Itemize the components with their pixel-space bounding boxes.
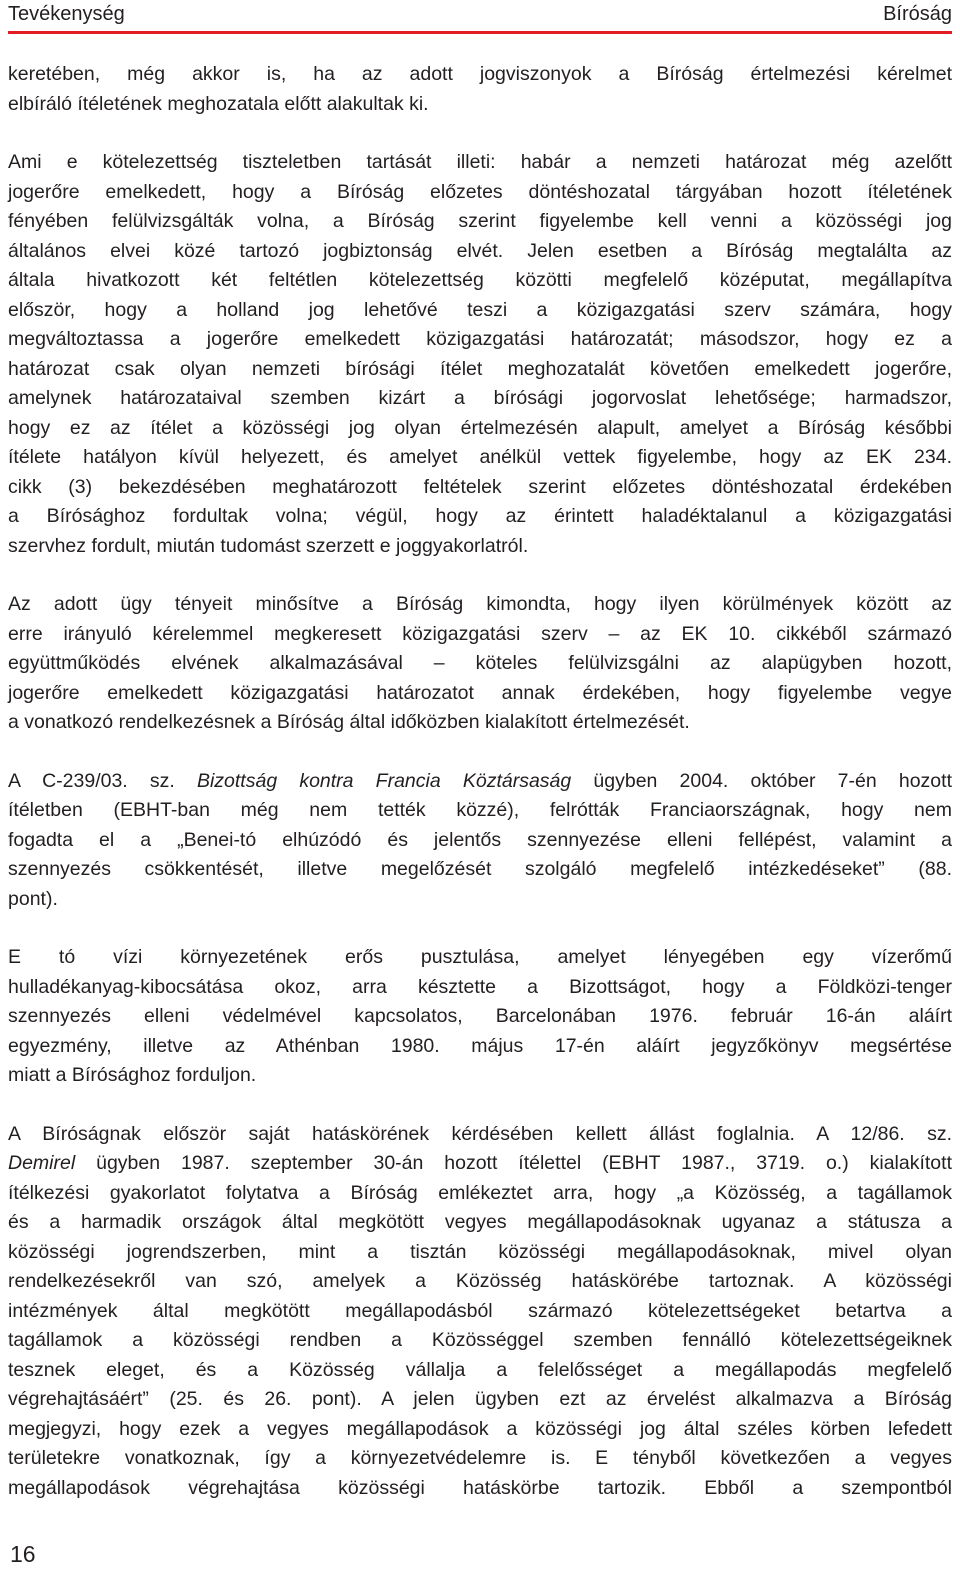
paragraph (8, 1120, 952, 1504)
text-line: megjegyzi, hogy ezek a vegyes megállapodások a közösségi jog által széles körben lefedett (8, 1417, 952, 1440)
text-line: elbíráló ítéletének meghozatala előtt alakultak ki. (8, 92, 429, 115)
paragraph (8, 60, 952, 119)
text-line: szennyezés csökkentését, illetve megelőzését szolgáló megfelelő intézkedéseket” (88. (8, 858, 952, 880)
text-line: cikk (3) bekezdésében meghatározott feltételek szerint előzetes döntéshozatal érdekében (8, 475, 952, 498)
text-line: együttműködés elvének alkalmazásával – köteles felülvizsgálni az alapügyben hozott, (8, 652, 952, 674)
text-line: közösségi jogrendszerben, mint a tisztán közösségi megállapodásoknak, mivel olyan (8, 1240, 952, 1263)
text-line: Demirel ügyben 1987. szeptember 30-án hozott ítélettel (EBHT 1987., 3719. o.) kialakított (8, 1152, 952, 1174)
text-line: tesznek eleget, és a Közösség vállalja a felelősséget a megállapodás megfelelő (8, 1358, 952, 1381)
text-line: fényében felülvizsgálták volna, a Bíróság szerint figyelembe kell venni a közösségi jog (8, 210, 952, 232)
text-line: fogadta el a „Benei-tó elhúzódó és jelentős szennyezése elleni fellépést, valamint a (8, 828, 952, 851)
paragraph (8, 148, 952, 561)
text-line: egyezmény, illetve az Athénban 1980. május 17-én aláírt jegyzőkönyv megsértése (8, 1034, 952, 1057)
text-line: ítélkezési gyakorlatot folytatva a Bíróság emlékeztet arra, hogy „a Közösség, a tagállamok (8, 1181, 952, 1204)
text-line: Az adott ügy tényeit minősítve a Bíróság kimondta, hogy ilyen körülmények között az (8, 593, 952, 615)
text-line: megállapodások végrehajtása közösségi hatáskörbe tartozik. Ebből a szempontból (8, 1476, 952, 1499)
text-line: a Bírósághoz fordultak volna; végül, hogy az érintett haladéktalanul a közigazgatási (8, 505, 952, 527)
text-line: területekre vonatkoznak, így a környezetvédelemre is. E tényből következően a vegyes (8, 1447, 952, 1469)
text-line: ítéletben (EBHT-ban még nem tették közzé), felrótták Franciaországnak, hogy nem (8, 799, 952, 821)
text-line: általa hivatkozott két feltétlen kötelezettség közötti megfelelő középutat, megállapítva (8, 269, 952, 291)
header-divider (8, 31, 952, 34)
text-line: keretében, még akkor is, ha az adott jogviszonyok a Bíróság értelmezési kérelmet (8, 63, 952, 85)
text-line: A C-239/03. sz. Bizottság kontra Francia Köztársaság ügyben 2004. október 7-én hozott (8, 769, 952, 792)
text-line: a vonatkozó rendelkezésnek a Bíróság által időközben kialakított értelmezését. (8, 711, 690, 733)
text-line: Ami e kötelezettség tiszteletben tartását illeti: habár a nemzeti határozat még azelőtt (8, 151, 952, 173)
text-line: amelynek határozataival szemben kizárt a bírósági jogorvoslat lehetősége; harmadszor, (8, 387, 952, 409)
text-line: rendelkezésekről van szó, amelyek a Közösség hatáskörébe tartoznak. A közösségi (8, 1270, 952, 1292)
text-line: A Bíróságnak először saját hatáskörének kérdésében kellett állást foglalnia. A 12/86. sz. (8, 1122, 952, 1145)
text-line: erre irányuló kérelemmel megkeresett közigazgatási szerv – az EK 10. cikkéből származó (8, 622, 952, 645)
text-line: először, hogy a holland jog lehetővé teszi a közigazgatási szerv számára, hogy (8, 298, 952, 321)
page-number: 16 (10, 1541, 36, 1567)
text-line: végrehajtásáért” (25. és 26. pont). A jelen ügyben ezt az érvelést alkalmazva a Bíróság (8, 1388, 952, 1410)
text-line: hulladékanyag-kibocsátása okoz, arra késztette a Bizottságot, hogy a Földközi-tenger (8, 975, 952, 998)
text-line: általános elvei közé tartozó jogbiztonság elvét. Jelen esetben a Bíróság megtalálta az (8, 239, 952, 262)
text-line: megváltoztassa a jogerőre emelkedett közigazgatási határozatát; másodszor, hogy ez a (8, 328, 952, 350)
text-line: szervhez fordult, miután tudomást szerzett e joggyakorlatról. (8, 534, 529, 557)
text-line: jogerőre emelkedett, hogy a Bíróság előzetes döntéshozatal tárgyában hozott ítéletének (8, 180, 952, 203)
text-line: miatt a Bírósághoz forduljon. (8, 1064, 257, 1086)
text-line: szennyezés elleni védelmével kapcsolatos, Barcelonában 1976. február 16-án aláírt (8, 1005, 952, 1027)
running-header (8, 0, 952, 30)
paragraph (8, 943, 952, 1091)
section-title: Tevékenység (8, 3, 125, 25)
text-line: és a harmadik országok által megkötött vegyes megállapodásoknak ugyanaz a státusza a (8, 1211, 952, 1233)
paragraph (8, 590, 952, 738)
text-line: tagállamok a közösségi rendben a Közösséggel szemben fennálló kötelezettségeiknek (8, 1329, 952, 1351)
text-line: határozat csak olyan nemzeti bírósági ítélet meghozatalát követően emelkedett jogerőre, (8, 357, 952, 380)
institution-title: Bíróság (883, 3, 952, 25)
text-line: hogy ez az ítélet a közösségi jog olyan értelmezésén alapult, amelyet a Bíróság későbbi (8, 416, 952, 439)
body-text (8, 60, 952, 1532)
text-line: ítélete hatályon kívül helyezett, és amelyet anélkül vettek figyelembe, hogy az EK 234. (8, 446, 952, 468)
text-line: jogerőre emelkedett közigazgatási határozatot annak érdekében, hogy figyelembe vegye (8, 681, 952, 704)
text-line: pont). (8, 887, 58, 910)
text-line: intézmények által megkötött megállapodásból származó kötelezettségeket betartva a (8, 1299, 952, 1322)
text-line: E tó vízi környezetének erős pusztulása, amelyet lényegében egy vízerőmű (8, 946, 952, 968)
paragraph (8, 767, 952, 915)
